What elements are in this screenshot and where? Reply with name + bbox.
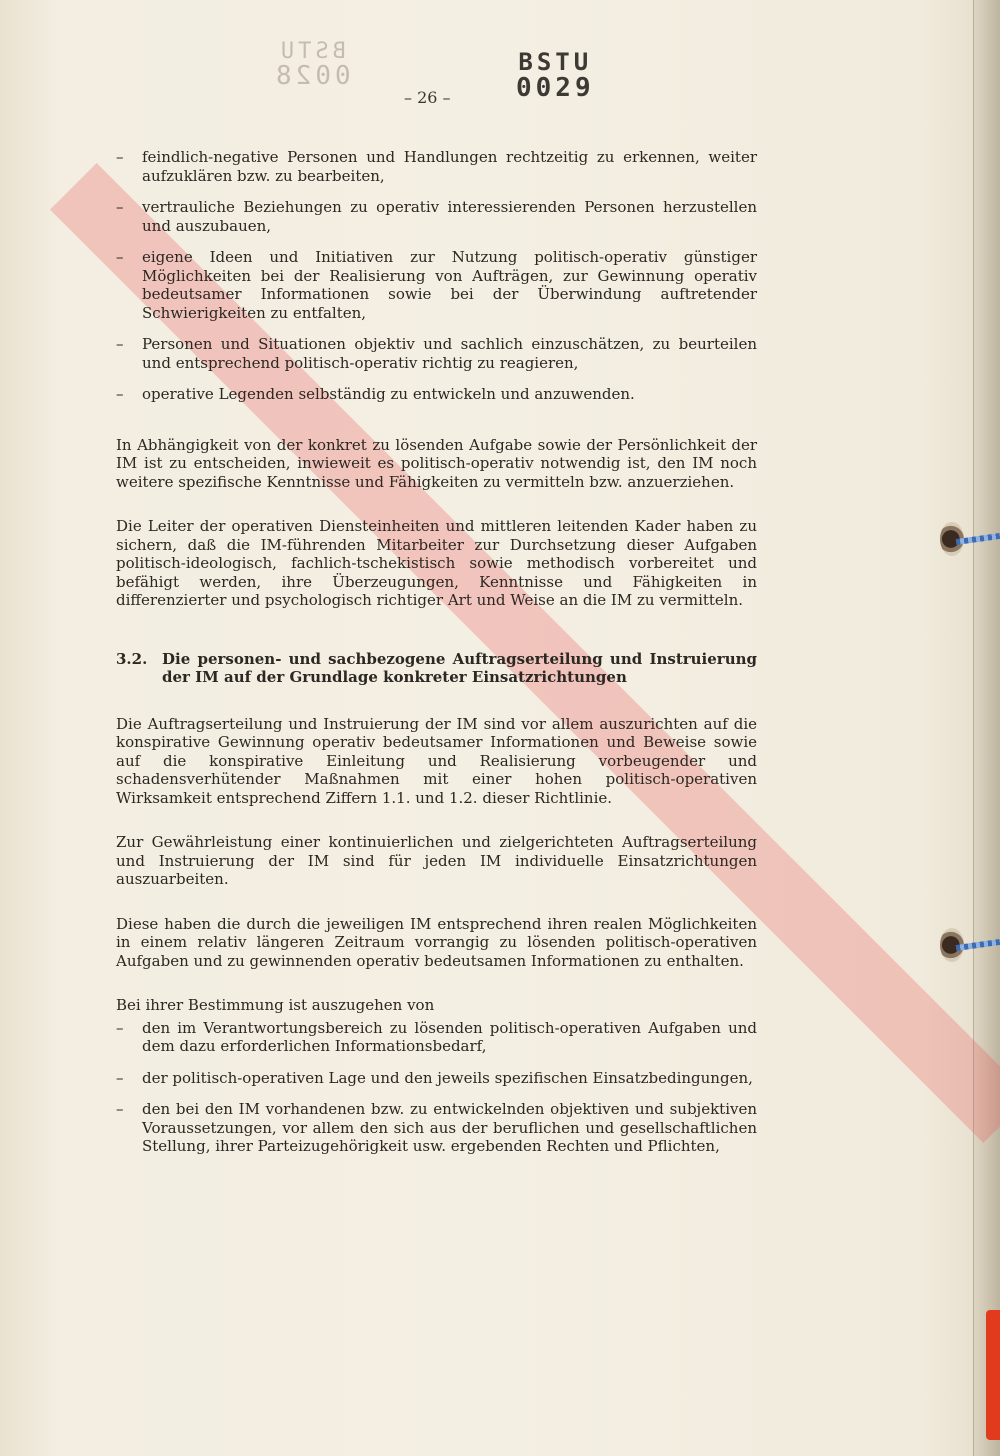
paragraph: Zur Gewährleistung einer kontinuierlichen und zielgerichteten Auftragserteilung und Instruierung der IM sind für jeden IM individuelle Einsatzrichtungen auszuarbeiten. <box>116 833 757 888</box>
list-item-text: der politisch-operativen Lage und den jeweils spezifischen Einsatzbedingungen, <box>142 1068 753 1087</box>
list-item <box>116 1100 757 1156</box>
dash-bullet: – <box>116 1100 124 1118</box>
stamp-faded-line2: 0028 <box>272 61 351 92</box>
dash-bullet: – <box>116 1068 124 1087</box>
stamp-line2: 0029 <box>516 73 595 104</box>
list-item-text: operative Legenden selbständig zu entwickeln und anzuwenden. <box>142 385 635 403</box>
dash-bullet: – <box>116 1018 124 1037</box>
section-heading <box>116 650 757 687</box>
section-title: Die personen- und sachbezogene Auftragserteilung und Instruierung der IM auf der Grundlage konkreter Einsatzrichtungen <box>162 649 757 686</box>
list-item <box>116 198 757 235</box>
dash-bullet: – <box>116 198 124 216</box>
stamp-faded-line1: BSTU <box>276 39 346 64</box>
archive-stamp <box>516 50 595 102</box>
paragraph: Diese haben die durch die jeweiligen IM entsprechend ihren realen Möglichkeiten in einem relativ längeren Zeitraum vorrangig zu lösenden politisch-operativen Aufgaben und zu gewinnenden operativ bedeutsamen Informationen zu enthalten. <box>116 914 757 970</box>
list-item <box>116 1019 757 1056</box>
dash-bullet: – <box>116 335 124 353</box>
section-number: 3.2. <box>116 649 148 668</box>
list-item-text: Personen und Situationen objektiv und sachlich einzuschätzen, zu beurteilen und entsprechend politisch-operativ richtig zu reagieren, <box>142 335 757 372</box>
archive-stamp-faded <box>272 40 351 90</box>
paragraph: Bei ihrer Bestimmung ist auszugehen von <box>116 996 435 1014</box>
list-item-text: vertrauliche Beziehungen zu operativ interessierenden Personen herzustellen und auszubauen, <box>142 198 757 235</box>
list-item <box>116 385 757 404</box>
list-item <box>116 248 757 322</box>
page-number: – 26 – <box>404 88 451 107</box>
list-item-text: eigene Ideen und Initiativen zur Nutzung politisch-operativ günstiger Möglichkeiten bei der Realisierung von Aufträgen, zur Gewinnung operativ bedeutsamer Informationen sowie bei der Überwindung auftretender Schwierigkeiten zu entfalten, <box>142 248 757 322</box>
dash-bullet: – <box>116 148 124 166</box>
paragraph: Die Auftragserteilung und Instruierung der IM sind vor allem auszurichten auf die konspirative Gewinnung operativ bedeutsamer Informationen und Beweise sowie auf die konspirative Einleitung und Realisierung vorbeugender und schadensverhütender Maßnahmen mit einer hohen politisch-operativen Wirksamkeit entsprechend Ziffern 1.1. und 1.2. dieser Richtlinie. <box>116 714 757 807</box>
list-item <box>116 335 757 372</box>
list-item-text: den im Verantwortungsbereich zu lösenden politisch-operativen Aufgaben und dem dazu erforderlichen Informationsbedarf, <box>142 1018 757 1055</box>
list-item <box>116 1069 757 1088</box>
paragraph: In Abhängigkeit von der konkret zu lösenden Aufgabe sowie der Persönlichkeit der IM ist zu entscheiden, inwieweit es politisch-operativ notwendig ist, den IM noch weitere spezifische Kenntnisse und Fähigkeiten zu vermitteln bzw. anzuerziehen. <box>116 435 757 491</box>
dash-bullet: – <box>116 248 124 266</box>
paragraph: Die Leiter der operativen Diensteinheiten und mittleren leitenden Kader haben zu sichern, daß die IM-führenden Mitarbeiter zur Durchsetzung dieser Aufgaben politisch-ideologisch, fachlich-tschekistisch sowie methodisch vorbereitet und befähigt werden, ihre Überzeugungen, Kenntnisse und Fähigkeiten in differenzierter und psychologisch richtiger Art und Weise an die IM zu vermitteln. <box>116 517 757 609</box>
list-item <box>116 148 757 185</box>
page-binding-edge <box>973 0 1000 1456</box>
list-item-text: feindlich-negative Personen und Handlungen rechtzeitig zu erkennen, weiter aufzuklären bzw. zu bearbeiten, <box>142 148 757 185</box>
document-body <box>116 148 757 1169</box>
stamp-line1: BSTU <box>518 48 593 76</box>
list-item-text: den bei den IM vorhandenen bzw. zu entwickelnden objektiven und subjektiven Voraussetzungen, vor allem den sich aus der beruflichen und gesellschaftlichen Stellung, ihrer Parteizugehörigkeit usw. ergebenden Rechten und Pflichten, <box>142 1100 757 1155</box>
dash-bullet: – <box>116 385 124 403</box>
red-index-tab <box>986 1310 1000 1440</box>
